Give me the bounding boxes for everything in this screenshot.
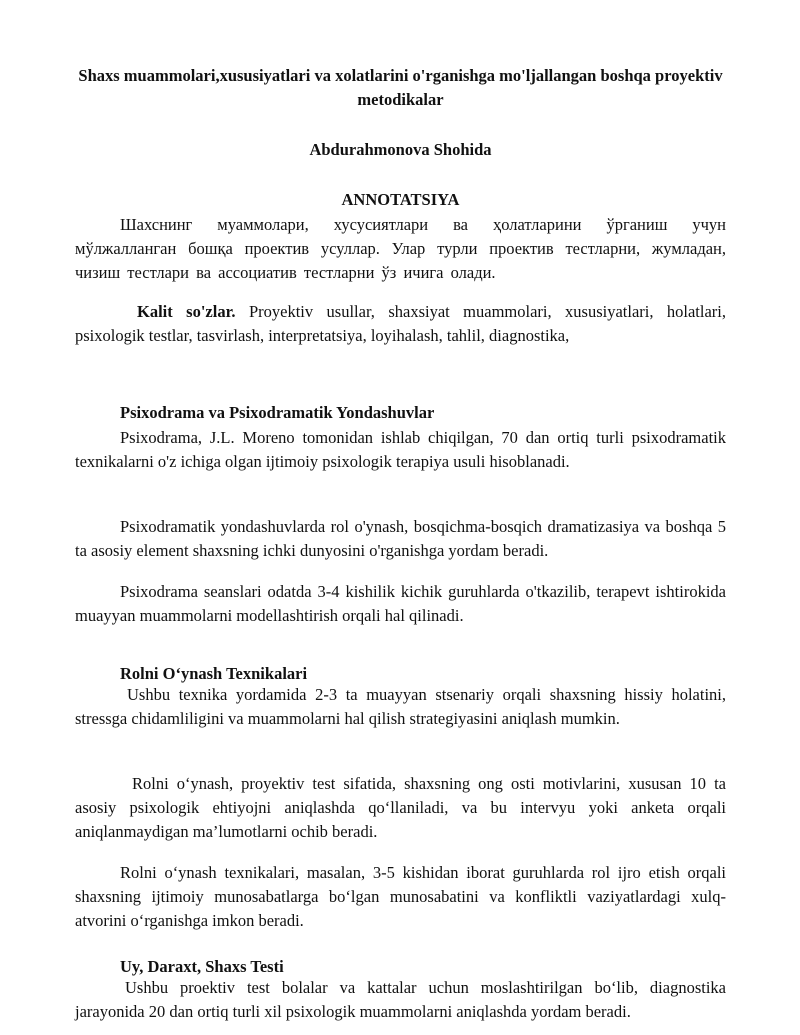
paragraph: Psixodrama seanslari odatda 3-4 kishilik kichik guruhlarda o'tkazilib, terapevt ishtirokida muayyan muammolarni modellashtirish orqali hal qilinadi. — [75, 582, 726, 625]
document-title: Shaxs muammolari,xususiyatlari va xolatlarini o'rganishga mo'ljallangan boshqa proyektiv metodikalar — [78, 66, 723, 109]
keywords-label: Kalit so'zlar. — [137, 302, 236, 321]
paragraph: Psixodramatik yondashuvlarda rol o'ynash, bosqichma-bosqich dramatizasiya va boshqa 5 ta asosiy element shaxsning ichki dunyosini o'rganishga yordam beradi. — [75, 517, 726, 560]
keywords-paragraph — [75, 300, 726, 348]
annotation-text: Шахснинг муаммолари, хусусиятлари ва ҳолатларини ўрганиш учун мўлжалланган бошқа проектив усуллар. Улар турли проектив тестларни, жумладан, чизиш тестлари ва ассоциатив тестларни ўз ичига олади. — [75, 215, 726, 282]
section-heading-uy-daraxt-shaxs: Uy, Daraxt, Shaxs Testi — [120, 957, 284, 976]
author-name: Abdurahmonova Shohida — [309, 140, 492, 159]
section-heading-rolni-oynash: Rolni O‘ynash Texnikalari — [120, 664, 308, 683]
annotation-heading: ANNOTATSIYA — [341, 190, 460, 209]
paragraph: Rolni o‘ynash texnikalari, masalan, 3-5 kishidan iborat guruhlarda rol ijro etish orqali shaxsning ijtimoiy munosabatlarga bo‘lgan munosabatini va konfliktli vaziyatlardagi xulq-atvorini o‘rganishga imkon beradi. — [75, 863, 726, 930]
paragraph: Psixodrama, J.L. Moreno tomonidan ishlab chiqilgan, 70 dan ortiq turli psixodramatik texnikalarni o'z ichiga olgan ijtimoiy psixologik terapiya usuli hisoblanadi. — [75, 428, 726, 471]
section-heading-psixodrama: Psixodrama va Psixodramatik Yondashuvlar — [120, 403, 435, 422]
paragraph: Ushbu proektiv test bolalar va kattalar uchun moslashtirilgan bo‘lib, diagnostika jarayonida 20 dan ortiq turli xil psixologik muammolarni aniqlashda yordam beradi. — [75, 978, 726, 1021]
keywords-text: Proyektiv usullar, shaxsiyat muammolari, xususiyatlari, holatlari, psixologik testlar, tasvirlash, interpretatsiya, loyihalash, tahlil, diagnostika, — [75, 302, 726, 345]
paragraph: Ushbu texnika yordamida 2-3 ta muayyan stsenariy orqali shaxsning hissiy holatini, stressga chidamliligini va muammolarni hal qilish strategiyasini aniqlash mumkin. — [75, 685, 726, 728]
paragraph: Rolni o‘ynash, proyektiv test sifatida, shaxsning ong osti motivlarini, xususan 10 ta asosiy psixologik ehtiyojni aniqlashda qo‘llaniladi, va bu intervyu yoki anketa orqali aniqlanmaydigan ma’lumotlarni ochib beradi. — [75, 774, 726, 841]
